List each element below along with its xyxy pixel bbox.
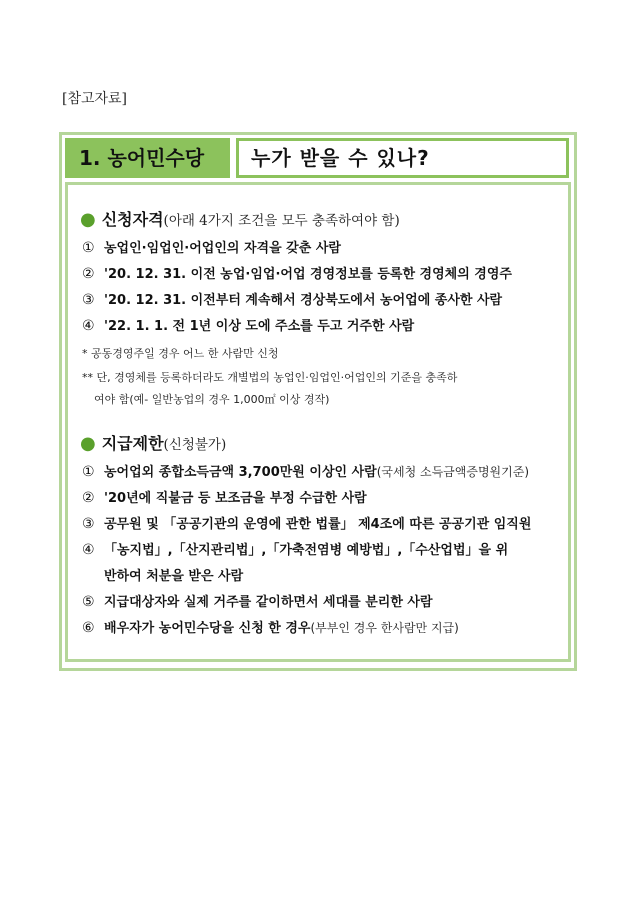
header-row [65, 138, 571, 178]
restrictions-heading: ● 지급제한(신청불가) [80, 433, 227, 454]
eligibility-note-continued: 여야 함(예- 일반농업의 경우 1,000㎡ 이상 경작) [94, 393, 330, 406]
section-title: 1. 농어민수당 [65, 138, 230, 178]
restriction-item: ① 농어업외 종합소득금액 3,700만원 이상인 사람(국세청 소득금액증명원기준) [82, 464, 530, 480]
section-subtitle: 누가 받을 수 있나? [236, 138, 569, 178]
content-panel [65, 182, 571, 662]
restriction-item-continued: 반하여 처분을 받은 사람 [104, 569, 244, 584]
eligibility-item: ③ '20. 12. 31. 이전부터 계속해서 경상북도에서 농어업에 종사한 사람 [82, 292, 503, 308]
info-box [59, 132, 577, 671]
eligibility-heading: ● 신청자격(아래 4가지 조건을 모두 충족하여야 함) [80, 209, 400, 230]
restriction-item: ⑥ 배우자가 농어민수당을 신청 한 경우(부부인 경우 한사람만 지급) [82, 620, 459, 636]
restriction-item: ⑤ 지급대상자와 실제 거주를 같이하면서 세대를 분리한 사람 [82, 594, 433, 610]
eligibility-item: ② '20. 12. 31. 이전 농업·임업·어업 경영정보를 등록한 경영체의 경영주 [82, 266, 512, 282]
bullet-icon: ● [80, 209, 96, 230]
eligibility-item: ① 농업인·임업인·어업인의 자격을 갖춘 사람 [82, 240, 341, 256]
eligibility-item: ④ '22. 1. 1. 전 1년 이상 도에 주소를 두고 거주한 사람 [82, 318, 415, 334]
restriction-item: ④ 「농지법」,「산지관리법」,「가축전염병 예방법」,「수산업법」을 위 [82, 542, 509, 558]
restriction-item: ② '20년에 직불금 등 보조금을 부정 수급한 사람 [82, 490, 367, 506]
restriction-item: ③ 공무원 및 「공공기관의 운영에 관한 법률」 제4조에 따른 공공기관 임직원 [82, 516, 532, 532]
bullet-icon: ● [80, 433, 96, 454]
reference-label: [참고자료] [62, 91, 128, 107]
eligibility-note: * 공동경영주일 경우 어느 한 사람만 신청 [82, 347, 279, 360]
eligibility-note: ** 단, 경영체를 등록하더라도 개별법의 농업인·임업인·어업인의 기준을 충족하 [82, 371, 458, 384]
